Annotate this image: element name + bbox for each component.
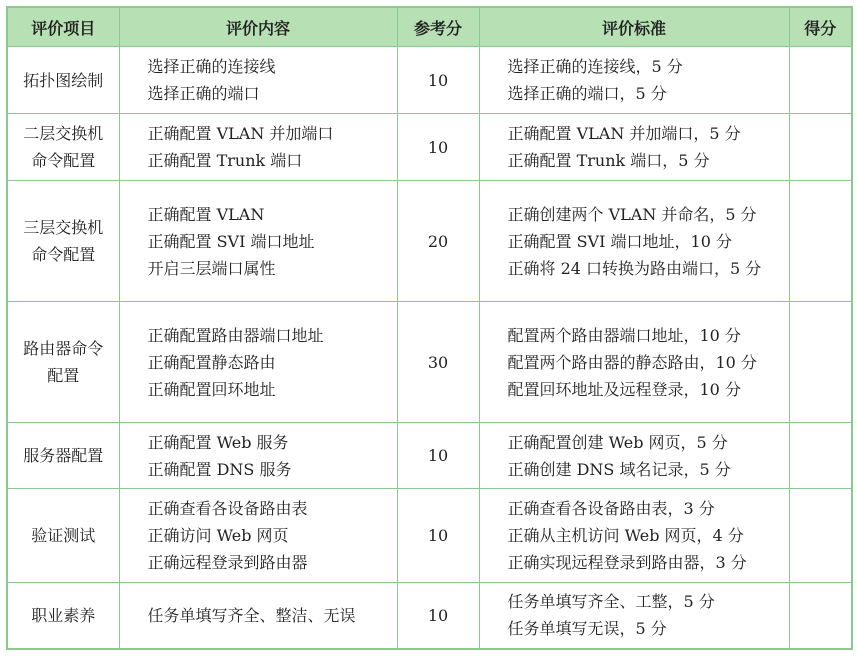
table-row <box>7 181 852 302</box>
standard-cell <box>479 423 789 489</box>
standard-line: 配置两个路由器的静态路由，10 分 <box>507 352 757 372</box>
standard-line: 选择正确的端口，5 分 <box>507 84 667 103</box>
result-cell[interactable] <box>789 47 852 114</box>
item-cell <box>7 583 119 649</box>
header-row <box>7 7 852 47</box>
standard-cell <box>479 47 789 114</box>
content-cell <box>119 47 397 114</box>
content-line: 任务单填写齐全、整洁、无误 <box>147 605 356 625</box>
table-row <box>7 114 852 181</box>
standard-line: 正确创建 DNS 域名记录，5 分 <box>507 459 731 479</box>
standard-line: 任务单填写无误，5 分 <box>507 619 667 639</box>
score-cell: 10 <box>397 114 479 181</box>
score-cell: 10 <box>397 489 479 583</box>
content-cell <box>119 302 397 423</box>
standard-line: 选择正确的连接线，5 分 <box>507 57 683 76</box>
content-line: 正确访问 Web 网页 <box>147 526 289 545</box>
standard-cell <box>479 114 789 181</box>
item-label: 配置 <box>47 366 80 385</box>
content-line: 选择正确的端口 <box>147 84 260 103</box>
content-line: 正确配置 Web 服务 <box>147 432 289 452</box>
item-label: 三层交换机 <box>23 218 104 237</box>
item-label: 命令配置 <box>31 245 96 264</box>
content-line: 正确配置 Trunk 端口 <box>147 151 303 170</box>
header-item: 评价项目 <box>7 7 119 47</box>
item-label: 二层交换机 <box>23 124 104 143</box>
result-cell[interactable] <box>789 302 852 423</box>
content-line: 开启三层端口属性 <box>147 258 276 278</box>
standard-cell <box>479 181 789 302</box>
standard-line: 正确配置 Trunk 端口，5 分 <box>507 151 710 170</box>
standard-line: 任务单填写齐全、工整，5 分 <box>507 592 715 612</box>
content-line: 正确配置回环地址 <box>147 379 276 399</box>
standard-cell <box>479 489 789 583</box>
score-cell: 30 <box>397 302 479 423</box>
score-cell: 10 <box>397 423 479 489</box>
result-cell[interactable] <box>789 114 852 181</box>
result-cell[interactable] <box>789 181 852 302</box>
content-cell <box>119 583 397 649</box>
content-line: 正确远程登录到路由器 <box>147 553 308 572</box>
content-line: 正确配置 SVI 端口地址 <box>147 231 315 251</box>
content-cell <box>119 181 397 302</box>
item-label: 路由器命令 <box>23 339 104 358</box>
score-cell: 20 <box>397 181 479 302</box>
content-cell <box>119 423 397 489</box>
item-label: 职业素养 <box>31 605 96 625</box>
content-line: 正确配置 VLAN 并加端口 <box>147 124 334 143</box>
standard-line: 正确将 24 口转换为路由端口，5 分 <box>507 258 762 278</box>
item-label: 拓扑图绘制 <box>23 70 104 90</box>
standard-line: 正确从主机访问 Web 网页，4 分 <box>507 526 744 545</box>
content-line: 选择正确的连接线 <box>147 57 276 76</box>
table-row <box>7 583 852 649</box>
score-cell: 10 <box>397 583 479 649</box>
result-cell[interactable] <box>789 423 852 489</box>
header-score: 参考分 <box>397 7 479 47</box>
header-standard: 评价标准 <box>479 7 789 47</box>
item-cell <box>7 181 119 302</box>
content-line: 正确配置 DNS 服务 <box>147 459 292 479</box>
header-content: 评价内容 <box>119 7 397 47</box>
table-row <box>7 489 852 583</box>
content-line: 正确配置静态路由 <box>147 352 276 372</box>
standard-line: 配置回环地址及远程登录，10 分 <box>507 379 741 399</box>
item-cell <box>7 114 119 181</box>
standard-cell <box>479 302 789 423</box>
score-cell: 10 <box>397 47 479 114</box>
standard-line: 正确实现远程登录到路由器，3 分 <box>507 553 747 572</box>
content-line: 正确查看各设备路由表 <box>147 499 308 518</box>
content-line: 正确配置路由器端口地址 <box>147 325 324 345</box>
standard-line: 配置两个路由器端口地址，10 分 <box>507 325 741 345</box>
item-label: 服务器配置 <box>23 446 104 465</box>
standard-cell <box>479 583 789 649</box>
content-cell <box>119 489 397 583</box>
result-cell[interactable] <box>789 489 852 583</box>
item-cell <box>7 47 119 114</box>
standard-line: 正确创建两个 VLAN 并命名，5 分 <box>507 204 757 224</box>
result-cell[interactable] <box>789 583 852 649</box>
table-row <box>7 302 852 423</box>
table-row <box>7 47 852 114</box>
item-label: 命令配置 <box>31 151 96 170</box>
item-cell <box>7 423 119 489</box>
item-cell <box>7 489 119 583</box>
standard-line: 正确配置 VLAN 并加端口，5 分 <box>507 124 741 143</box>
item-label: 验证测试 <box>31 526 96 545</box>
standard-line: 正确查看各设备路由表，3 分 <box>507 499 715 518</box>
table-row <box>7 423 852 489</box>
standard-line: 正确配置创建 Web 网页，5 分 <box>507 432 728 452</box>
content-cell <box>119 114 397 181</box>
evaluation-table <box>6 6 853 650</box>
item-cell <box>7 302 119 423</box>
header-result: 得分 <box>789 7 852 47</box>
content-line: 正确配置 VLAN <box>147 204 265 224</box>
standard-line: 正确配置 SVI 端口地址，10 分 <box>507 231 732 251</box>
